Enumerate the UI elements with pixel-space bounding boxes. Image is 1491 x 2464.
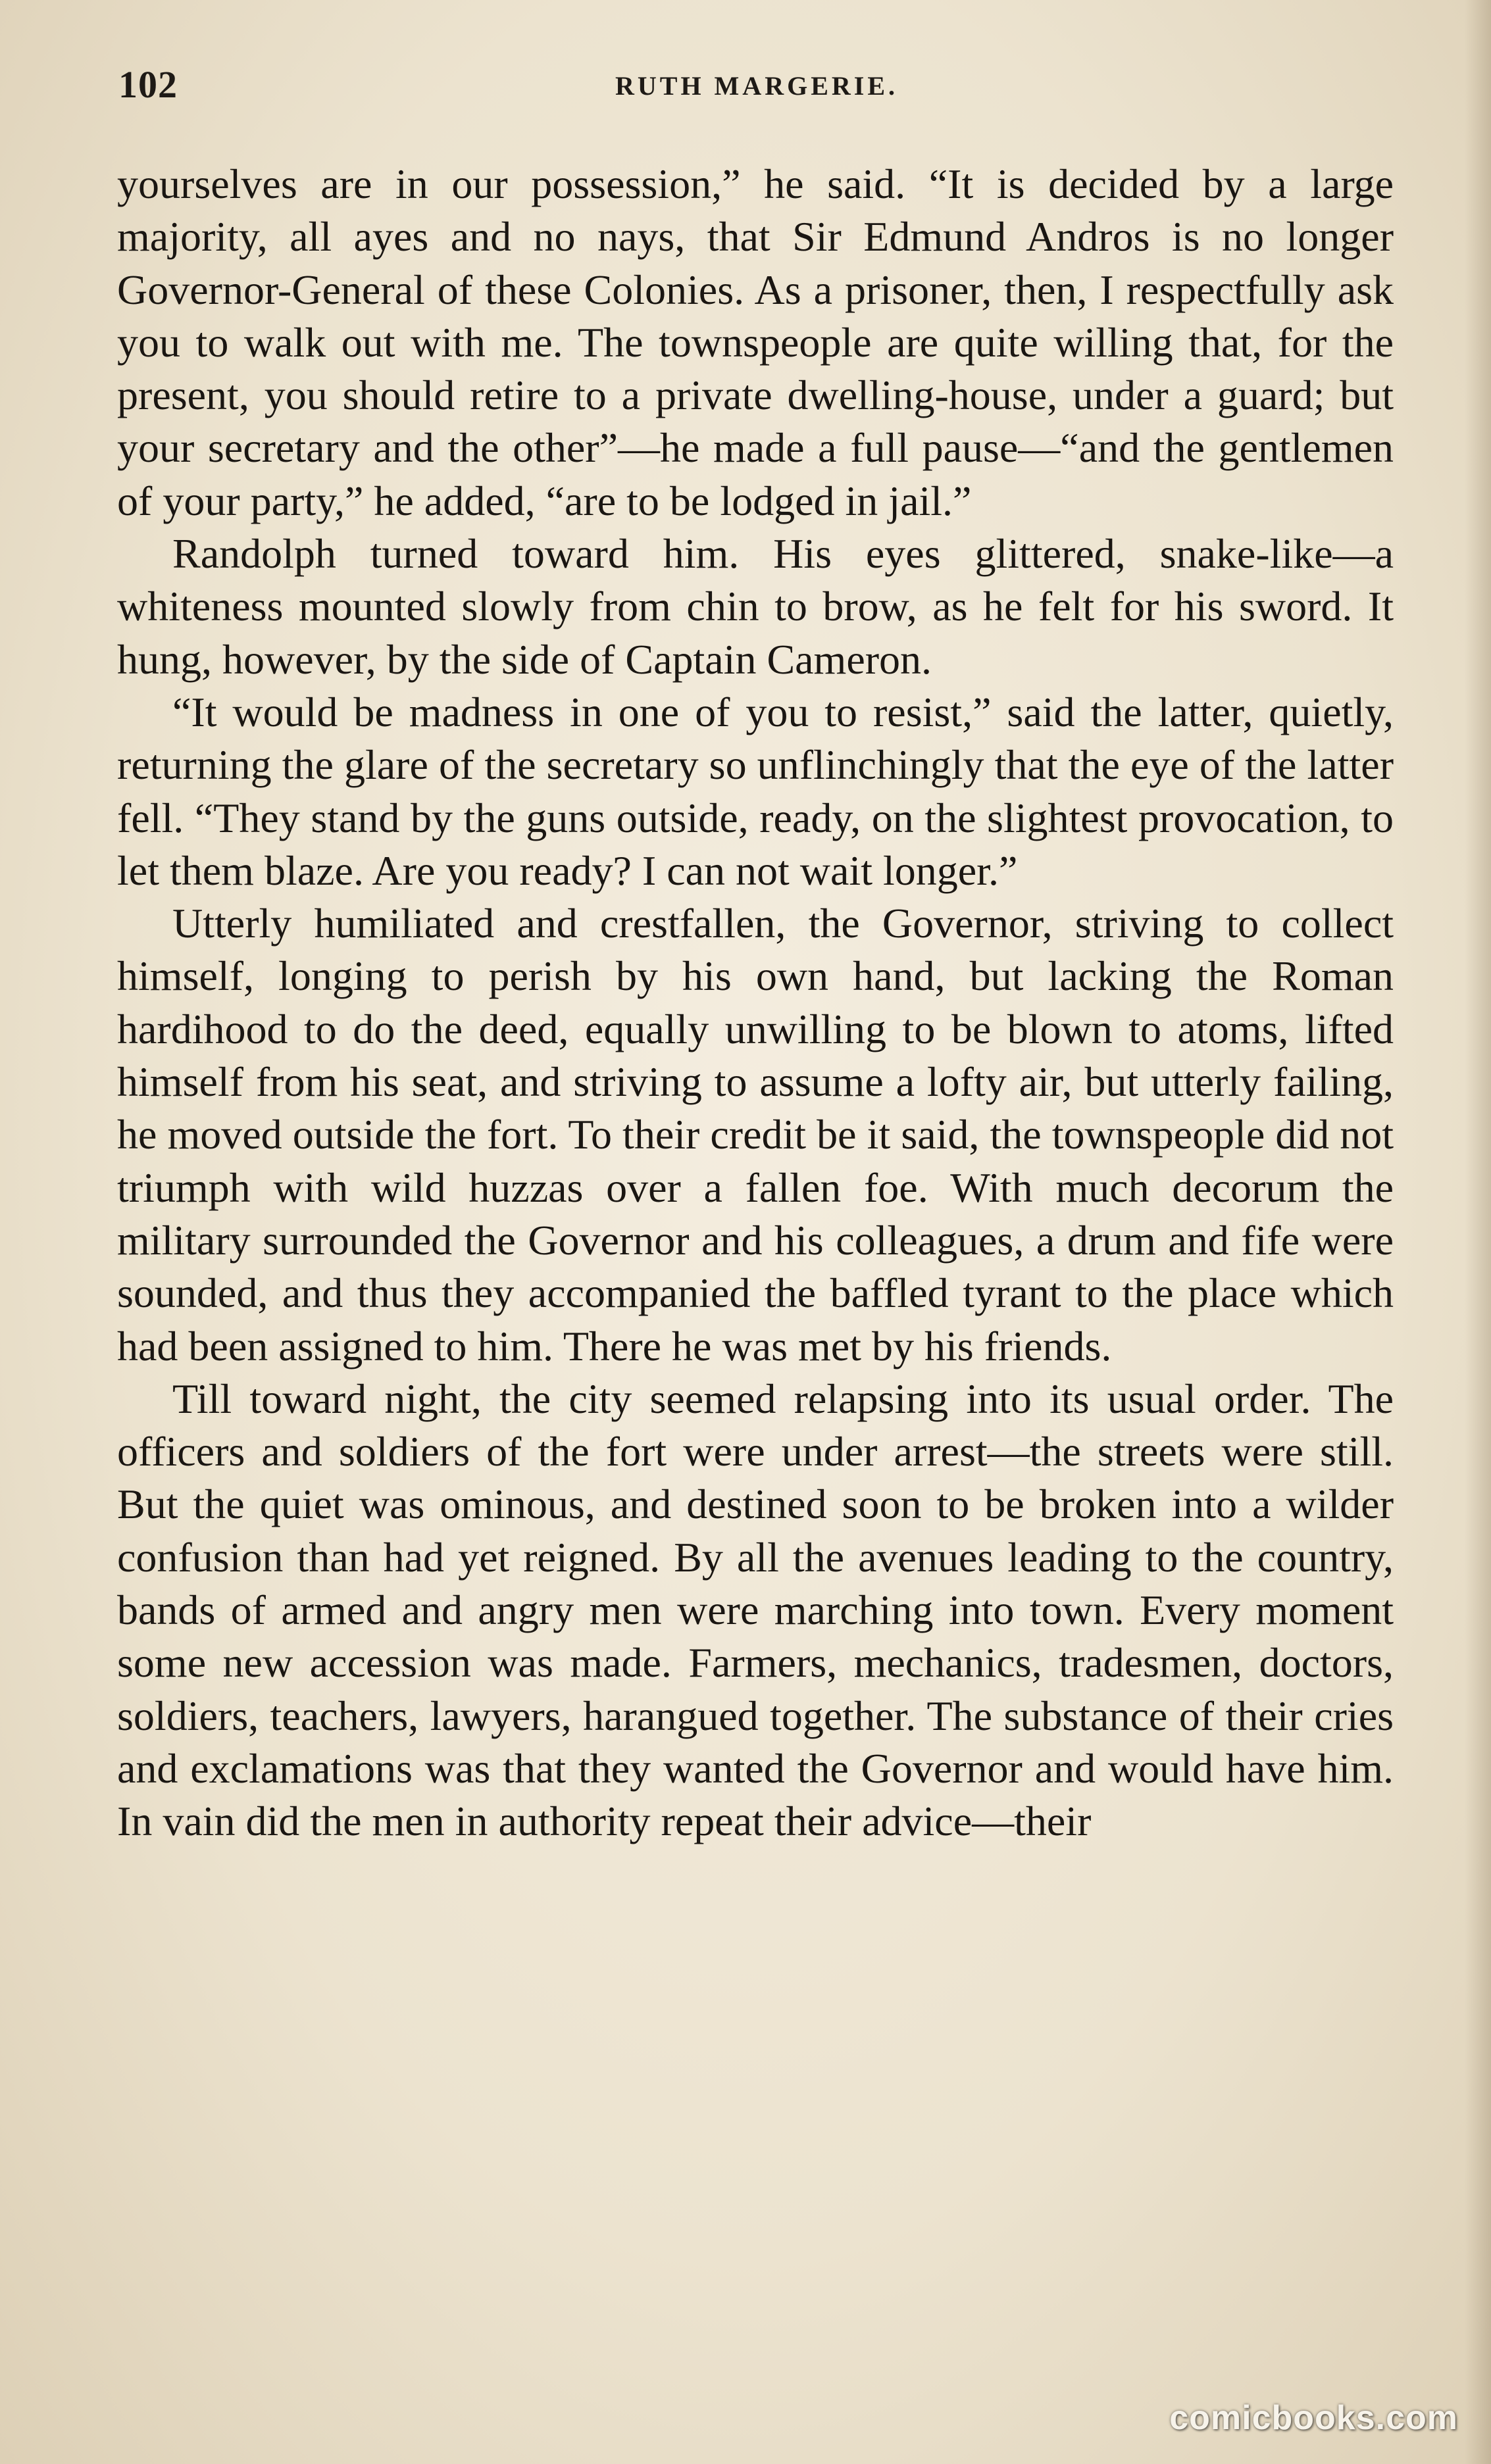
running-head: RUTH MARGERIE.: [615, 71, 899, 101]
watermark: comicbooks.com: [1169, 2399, 1458, 2437]
paragraph-1: yourselves are in our possession,” he said. “It is decided by a large majority, all ayes and no nays, that Sir Edmund Andros is no longer Governor-General of these Colonies. As a prisoner, then, I respectfully ask you to walk out with me. The townspeople are quite willing that, for the present, you should retire to a private dwelling-house, under a guard; but your secretary and the other”—he made a full pause—“and the gentlemen of your party,” he added, “are to be lodged in jail.”: [117, 160, 1394, 524]
body-text: [117, 158, 1394, 1848]
paragraph-4: Utterly humiliated and crestfallen, the Governor, striving to collect himself, longing to perish by his own hand, but lacking the Roman hardihood to do the deed, equally unwilling to be blown to atoms, lifted himself from his seat, and striving to assume a lofty air, but utterly failing, he moved outside the fort. To their credit be it said, the townspeople did not triumph with wild huzzas over a fallen foe. With much decorum the military surrounded the Governor and his colleagues, a drum and fife were sounded, and thus they accompanied the baffled tyrant to the place which had been assigned to him. There he was met by his friends.: [117, 900, 1394, 1369]
paragraph-3: “It would be madness in one of you to resist,” said the latter, quietly, returning the glare of the secretary so unflinchingly that the eye of the latter fell. “They stand by the guns outside, ready, on the slightest provocation, to let them blaze. Are you ready? I can not wait longer.”: [117, 688, 1394, 894]
page-header: [118, 62, 1395, 115]
paragraph-5: Till toward night, the city seemed relapsing into its usual order. The officers and soldiers of the fort were under arrest—the streets were still. But the quiet was ominous, and destined soon to be broken into a wilder confusion than had yet reigned. By all the avenues leading to the country, bands of armed and angry men were marching into town. Every moment some new accession was made. Farmers, mechanics, tradesmen, doctors, soldiers, teachers, lawyers, harangued together. The substance of their cries and exclamations was that they wanted the Governor and would have him. In vain did the men in authority repeat their advice—their: [117, 1375, 1394, 1845]
page-edge-shadow: [1465, 0, 1491, 2464]
page-number: 102: [118, 63, 178, 106]
paragraph-2: Randolph turned toward him. His eyes glittered, snake-like—a whiteness mounted slowly from chin to brow, as he felt for his sword. It hung, however, by the side of Captain Cameron.: [117, 530, 1394, 683]
